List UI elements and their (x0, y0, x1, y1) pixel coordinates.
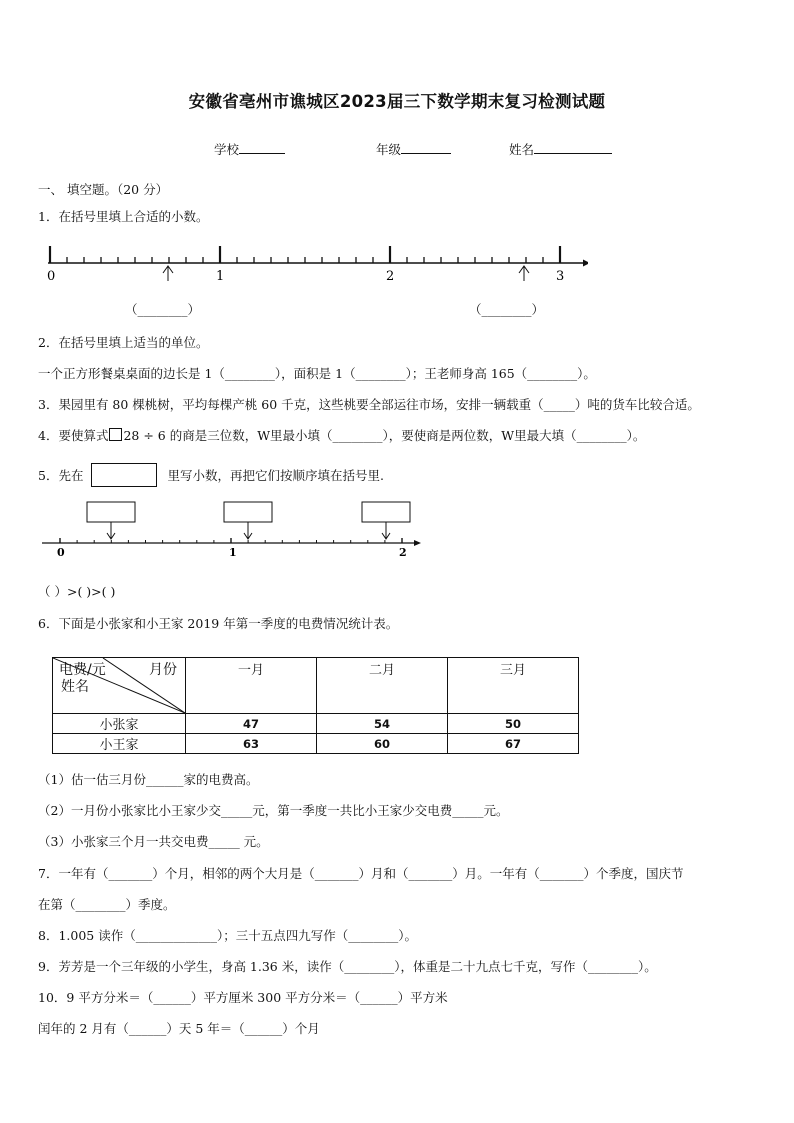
value-cell: 47 (186, 714, 317, 734)
q1-number-line (38, 240, 588, 288)
grade-field (376, 140, 451, 158)
grade-label: 年级 (376, 142, 402, 157)
electricity-table (52, 657, 579, 754)
q5-tick-label-0: 0 (57, 546, 65, 559)
q5-suffix: 里写小数，再把它们按顺序填在括号里. (167, 468, 384, 483)
q5-box-2[interactable] (224, 502, 272, 522)
corner-unit-label: 电费/元 (59, 662, 106, 678)
q5-example-box (91, 463, 157, 487)
question-6-sub-2: （2）一月份小张家比小王家少交_____元，第一季度一共比小王家少交电费_____元。 (38, 803, 509, 818)
value-cell: 54 (317, 714, 448, 734)
q1-tick-label-0: 0 (47, 269, 56, 284)
q5-tick-label-1: 1 (229, 546, 237, 559)
q5-prefix: 5．先在 (38, 468, 84, 483)
section-heading: 一、 填空题。（20 分） (38, 182, 169, 197)
q5-pointer-3-icon (382, 522, 390, 539)
corner-name-label: 姓名 (61, 679, 89, 695)
question-7-line-2: 在第（________）季度。 (38, 897, 176, 912)
month-header: 二月 (317, 658, 448, 714)
table-row (53, 734, 579, 754)
table-row (53, 714, 579, 734)
q1-tick-label-3: 3 (556, 269, 565, 284)
grade-blank[interactable] (401, 140, 451, 154)
value-cell: 50 (448, 714, 579, 734)
table-header-row (53, 658, 579, 714)
q5-number-line (38, 498, 428, 563)
question-2-body: 一个正方形餐桌桌面的边长是 1（________），面积是 1（________）；王老师身高 165（________）。 (38, 366, 596, 381)
q5-order-answer[interactable]: （ ）>( )>( ) (38, 584, 116, 599)
question-7-line-1: 7．一年有（_______）个月，相邻的两个大月是（_______）月和（_______）月。一年有（_______）个季度，国庆节 (38, 866, 684, 881)
school-label: 学校 (214, 142, 240, 157)
value-cell: 63 (186, 734, 317, 754)
q5-pointer-1-icon (107, 522, 115, 539)
q1-answer-left[interactable]: （________） (125, 302, 201, 317)
question-3: 3．果园里有 80 棵桃树，平均每棵产桃 60 千克，这些桃要全部运往市场，安排一辆载重（_____）吨的货车比较合适。 (38, 397, 700, 412)
row-name-cell: 小张家 (53, 714, 186, 734)
school-field (214, 140, 285, 158)
q4-square-box[interactable] (109, 428, 122, 441)
school-blank[interactable] (239, 140, 285, 154)
q4-suffix: 28 ÷ 6 的商是三位数，W里最小填（________），要使商是两位数，W里最大填（________）。 (123, 428, 646, 443)
q1-tick-label-2: 2 (386, 269, 395, 284)
name-blank[interactable] (534, 140, 612, 154)
question-10-line-1: 10．9 平方分米＝（______）平方厘米 300 平方分米＝（______）平方米 (38, 990, 448, 1005)
q5-box-3[interactable] (362, 502, 410, 522)
table-corner-cell (53, 658, 186, 714)
page-title: 安徽省亳州市谯城区2023届三下数学期末复习检测试题 (188, 92, 606, 111)
question-10-line-2: 闰年的 2 月有（______）天 5 年＝（______）个月 (38, 1021, 320, 1036)
value-cell: 60 (317, 734, 448, 754)
q1-tick-label-1: 1 (216, 269, 225, 284)
question-6-sub-1: （1）估一估三月份______家的电费高。 (38, 772, 259, 787)
q1-answer-right[interactable]: （________） (469, 302, 545, 317)
question-4 (38, 426, 645, 444)
q4-prefix: 4．要使算式 (38, 428, 109, 443)
question-8: 8．1.005 读作（_____________）；三十五点四九写作（________）。 (38, 928, 417, 943)
question-2: 2．在括号里填上适当的单位。 (38, 335, 209, 350)
question-5 (38, 463, 384, 487)
name-field (509, 140, 612, 158)
question-9: 9．芳芳是一个三年级的小学生，身高 1.36 米，读作（________），体重是二十九点七千克，写作（________）。 (38, 959, 657, 974)
q1-arrow-right-icon (519, 266, 529, 281)
name-label: 姓名 (509, 142, 535, 157)
month-header: 三月 (448, 658, 579, 714)
question-1: 1．在括号里填上合适的小数。 (38, 209, 209, 224)
q5-tick-label-2: 2 (399, 546, 407, 559)
row-name-cell: 小王家 (53, 734, 186, 754)
value-cell: 67 (448, 734, 579, 754)
q5-pointer-2-icon (244, 522, 252, 539)
q5-box-1[interactable] (87, 502, 135, 522)
question-6-sub-3: （3）小张家三个月一共交电费_____ 元。 (38, 834, 269, 849)
corner-month-label: 月份 (149, 662, 177, 678)
month-header: 一月 (186, 658, 317, 714)
q1-arrow-left-icon (163, 266, 173, 281)
question-6: 6．下面是小张家和小王家 2019 年第一季度的电费情况统计表。 (38, 616, 399, 631)
